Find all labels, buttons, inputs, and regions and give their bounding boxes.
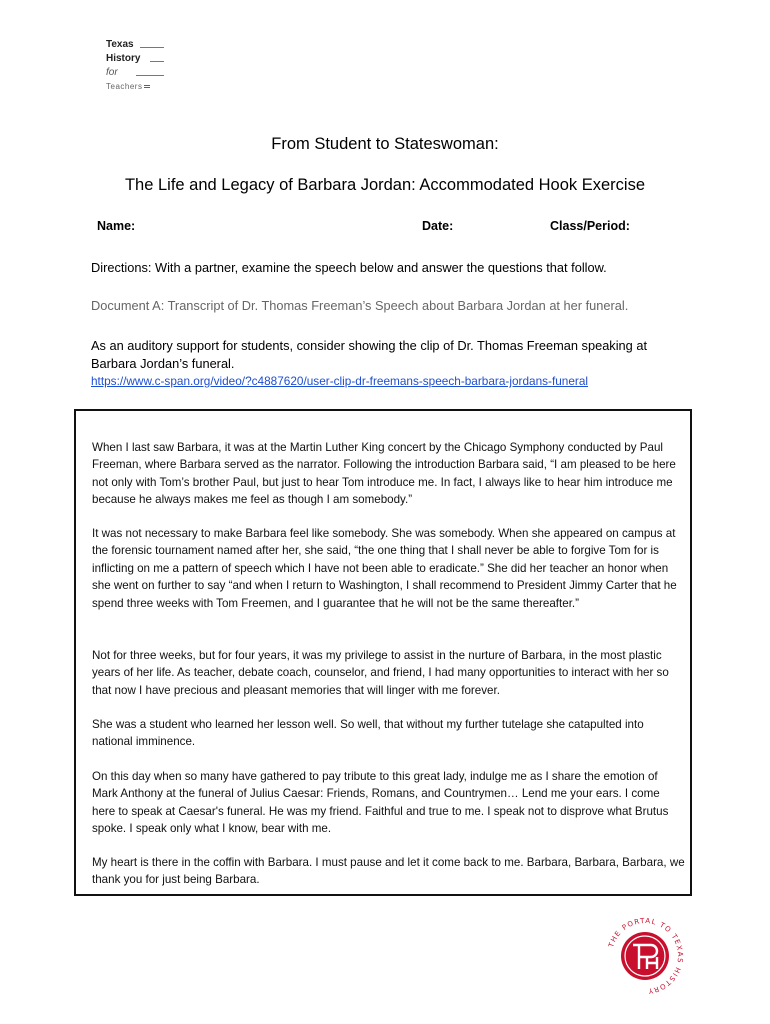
- logo-rule: [150, 61, 164, 62]
- transcript-paragraph: She was a student who learned her lesson well. So well, that without my further tutelage she catapulted into national imminence.: [92, 718, 644, 749]
- logo-teachers-text: Teachers: [106, 82, 143, 91]
- page-title: From Student to Stateswoman:: [271, 135, 499, 153]
- page-subtitle: The Life and Legacy of Barbara Jordan: Accommodated Hook Exercise: [124, 176, 646, 194]
- texas-history-for-teachers-logo: [106, 38, 168, 92]
- class-period-label: Class/Period:: [550, 219, 630, 233]
- document-a-heading: Document A: Transcript of Dr. Thomas Freeman’s Speech about Barbara Jordan at her funeral.: [91, 298, 629, 313]
- auditory-support-text: As an auditory support for students, consider showing the clip of Dr. Thomas Freeman speaking at Barbara Jordan’s funeral.: [91, 338, 648, 371]
- date-label: Date:: [422, 219, 454, 233]
- directions-text: Directions: With a partner, examine the speech below and answer the questions that follow.: [91, 260, 607, 275]
- transcript-box: [74, 409, 692, 896]
- transcript-paragraph: Not for three weeks, but for four years, it was my privilege to assist in the nurture of Barbara, in the most plastic years of her life. As teacher, debate coach, counselor, and friend, I had many opportunities to interact with her so that now I have precious and pleasant memories that will linger with me forever.: [92, 649, 669, 697]
- transcript-paragraph: When I last saw Barbara, it was at the Martin Luther King concert by the Chicago Symphony conducted by Paul Freeman, where Barbara served as the narrator. Following the introduction Barbara said, “I am pleased to be here not only with Tom’s brother Paul, but just to hear Tom introduce me. In fact, I always like to hear him introduce me because he always makes me feel as though I am somebody.”: [92, 441, 676, 507]
- logo-line-for: for: [106, 67, 118, 78]
- transcript-paragraph: On this day when so many have gathered to pay tribute to this great lady, indulge me as I share the emotion of Mark Anthony at the funeral of Julius Caesar: Friends, Romans, and Countrymen… Lend me your ears. I come here to speak at Caesar's funeral. He was my friend. Faithful and true to me. I speak not to disprove what Brutus spoke. I speak only what I know, bear with me.: [92, 770, 669, 836]
- portal-to-texas-history-seal-icon: [604, 915, 686, 997]
- svg-text:THE PORTAL TO TEXAS HISTORY: THE PORTAL TO TEXAS HISTORY: [607, 916, 685, 995]
- flag-icon: [144, 85, 150, 89]
- logo-line-history: History: [106, 53, 141, 64]
- logo-line-teachers: [106, 80, 168, 94]
- name-label: Name:: [97, 219, 136, 233]
- transcript-paragraph: My heart is there in the coffin with Barbara. I must pause and let it come back to me. Barbara, Barbara, Barbara, we thank you for just being Barbara.: [92, 856, 685, 887]
- c-span-video-link[interactable]: https://www.c-span.org/video/?c4887620/user-clip-dr-freemans-speech-barbara-jordans-funeral: [91, 374, 589, 388]
- transcript-paragraph: It was not necessary to make Barbara feel like somebody. She was somebody. When she appeared on campus at the forensic tournament named after her, she said, “the one thing that I shall never be able to forgive Tom for is inflicting on me a pattern of speech which I have not been able to eradicate.” She did her teacher an honor when she went on further to say “and when I return to Washington, I shall recommend to President Jimmy Carter that he spend three weeks with Tom Freemen, and I guarantee that he will not be the same thereafter.”: [92, 527, 677, 610]
- logo-rule: [140, 47, 164, 48]
- logo-line-texas: Texas: [106, 39, 134, 50]
- logo-rule: [136, 75, 164, 76]
